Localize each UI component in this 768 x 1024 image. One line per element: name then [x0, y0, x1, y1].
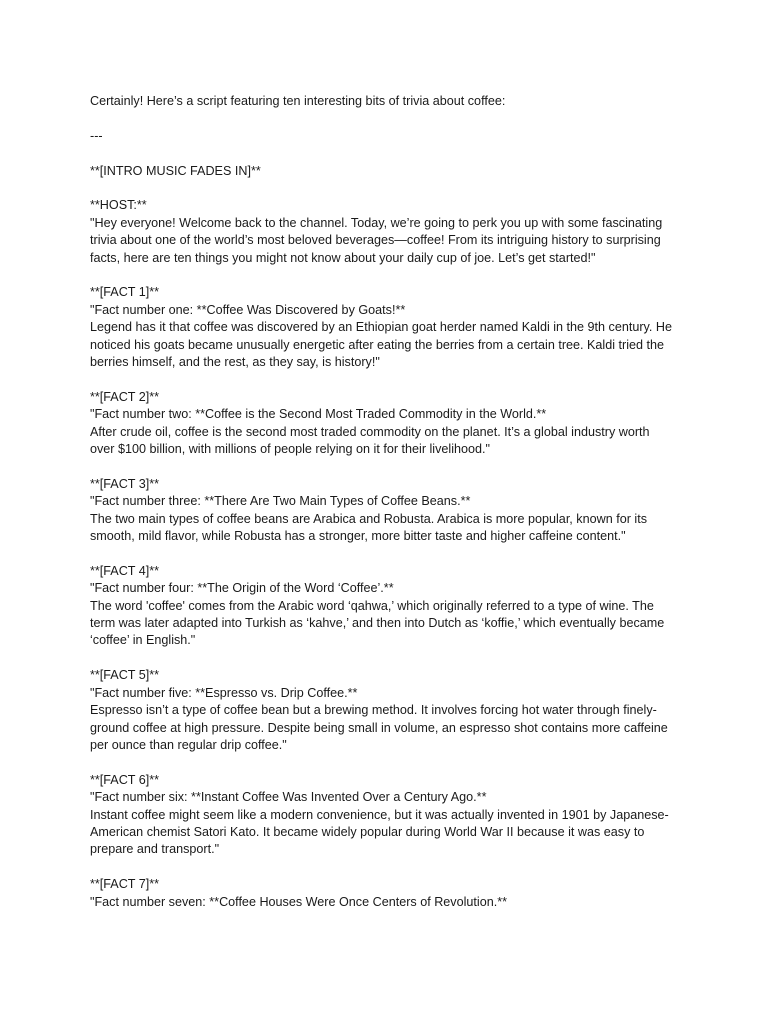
fact-1-section: [90, 284, 680, 371]
fact-line: ‘coffee’ in English.": [90, 633, 196, 648]
fact-line: noticed his goats became unusually energetic after eating the berries from a certain tree. Kaldi tried the: [90, 337, 665, 352]
fact-line: berries himself, and the rest, as they say, is history!": [90, 355, 380, 370]
fact-line: term was later adapted into Turkish as ‘kahve,’ and then into Dutch as ‘koffie,’ which eventually became: [90, 616, 665, 631]
fact-line: Espresso isn’t a type of coffee bean but a brewing method. It involves forcing hot water through finely-: [90, 703, 657, 718]
fact-7-section: [90, 876, 680, 911]
fact-label: **[FACT 3]**: [90, 476, 160, 491]
fact-line: over $100 billion, with millions of people relying on it for their livelihood.": [90, 442, 490, 457]
fact-5-section: [90, 667, 680, 754]
fact-heading: "Fact number six: **Instant Coffee Was Invented Over a Century Ago.**: [90, 790, 487, 805]
document-page: [90, 93, 680, 928]
fact-heading: "Fact number five: **Espresso vs. Drip Coffee.**: [90, 685, 358, 700]
fact-label: **[FACT 1]**: [90, 285, 160, 300]
fact-label: **[FACT 5]**: [90, 668, 160, 683]
fact-line: smooth, mild flavor, while Robusta has a stronger, more bitter taste and higher caffeine content.": [90, 529, 626, 544]
fact-heading: "Fact number seven: **Coffee Houses Were Once Centers of Revolution.**: [90, 894, 508, 909]
host-label: **HOST:**: [90, 198, 147, 213]
fact-3-section: [90, 476, 680, 546]
music-cue: [90, 163, 680, 180]
fact-line: prepare and transport.": [90, 842, 220, 857]
fact-line: Instant coffee might seem like a modern convenience, but it was actually invented in 1901 by Japanese-: [90, 807, 669, 822]
separator-text: ---: [90, 128, 103, 143]
fact-label: **[FACT 2]**: [90, 389, 160, 404]
fact-label: **[FACT 7]**: [90, 877, 160, 892]
host-section: [90, 197, 680, 267]
fact-heading: "Fact number two: **Coffee is the Second Most Traded Commodity in the World.**: [90, 407, 547, 422]
fact-heading: "Fact number four: **The Origin of the Word ‘Coffee’.**: [90, 581, 394, 596]
fact-6-section: [90, 772, 680, 859]
fact-heading: "Fact number three: **There Are Two Main Types of Coffee Beans.**: [90, 494, 471, 509]
fact-line: The two main types of coffee beans are Arabica and Robusta. Arabica is more popular, known for its: [90, 511, 648, 526]
fact-4-section: [90, 563, 680, 650]
fact-line: American chemist Satori Kato. It became widely popular during World War II because it was easy to: [90, 824, 645, 839]
fact-label: **[FACT 4]**: [90, 563, 160, 578]
fact-line: The word 'coffee' comes from the Arabic word ‘qahwa,’ which originally referred to a type of wine. The: [90, 598, 654, 613]
intro-text: Certainly! Here’s a script featuring ten interesting bits of trivia about coffee:: [90, 94, 506, 108]
fact-line: Legend has it that coffee was discovered by an Ethiopian goat herder named Kaldi in the 9th century. He: [90, 320, 673, 335]
music-cue-text: **[INTRO MUSIC FADES IN]**: [90, 163, 261, 178]
host-line: "Hey everyone! Welcome back to the channel. Today, we’re going to perk you up with some fascinating: [90, 215, 663, 230]
host-line: trivia about one of the world’s most beloved beverages—coffee! From its intriguing history to surprising: [90, 233, 661, 248]
intro-paragraph: [90, 93, 680, 110]
fact-line: per ounce than regular drip coffee.": [90, 737, 287, 752]
separator: [90, 128, 680, 145]
fact-label: **[FACT 6]**: [90, 772, 160, 787]
host-line: facts, here are ten things you might not know about your daily cup of joe. Let’s get started!": [90, 250, 596, 265]
fact-line: ground coffee at high pressure. Despite being small in volume, an espresso shot contains more caffeine: [90, 720, 668, 735]
fact-2-section: [90, 389, 680, 459]
fact-heading: "Fact number one: **Coffee Was Discovered by Goats!**: [90, 302, 406, 317]
fact-line: After crude oil, coffee is the second most traded commodity on the planet. It’s a global industry worth: [90, 424, 650, 439]
